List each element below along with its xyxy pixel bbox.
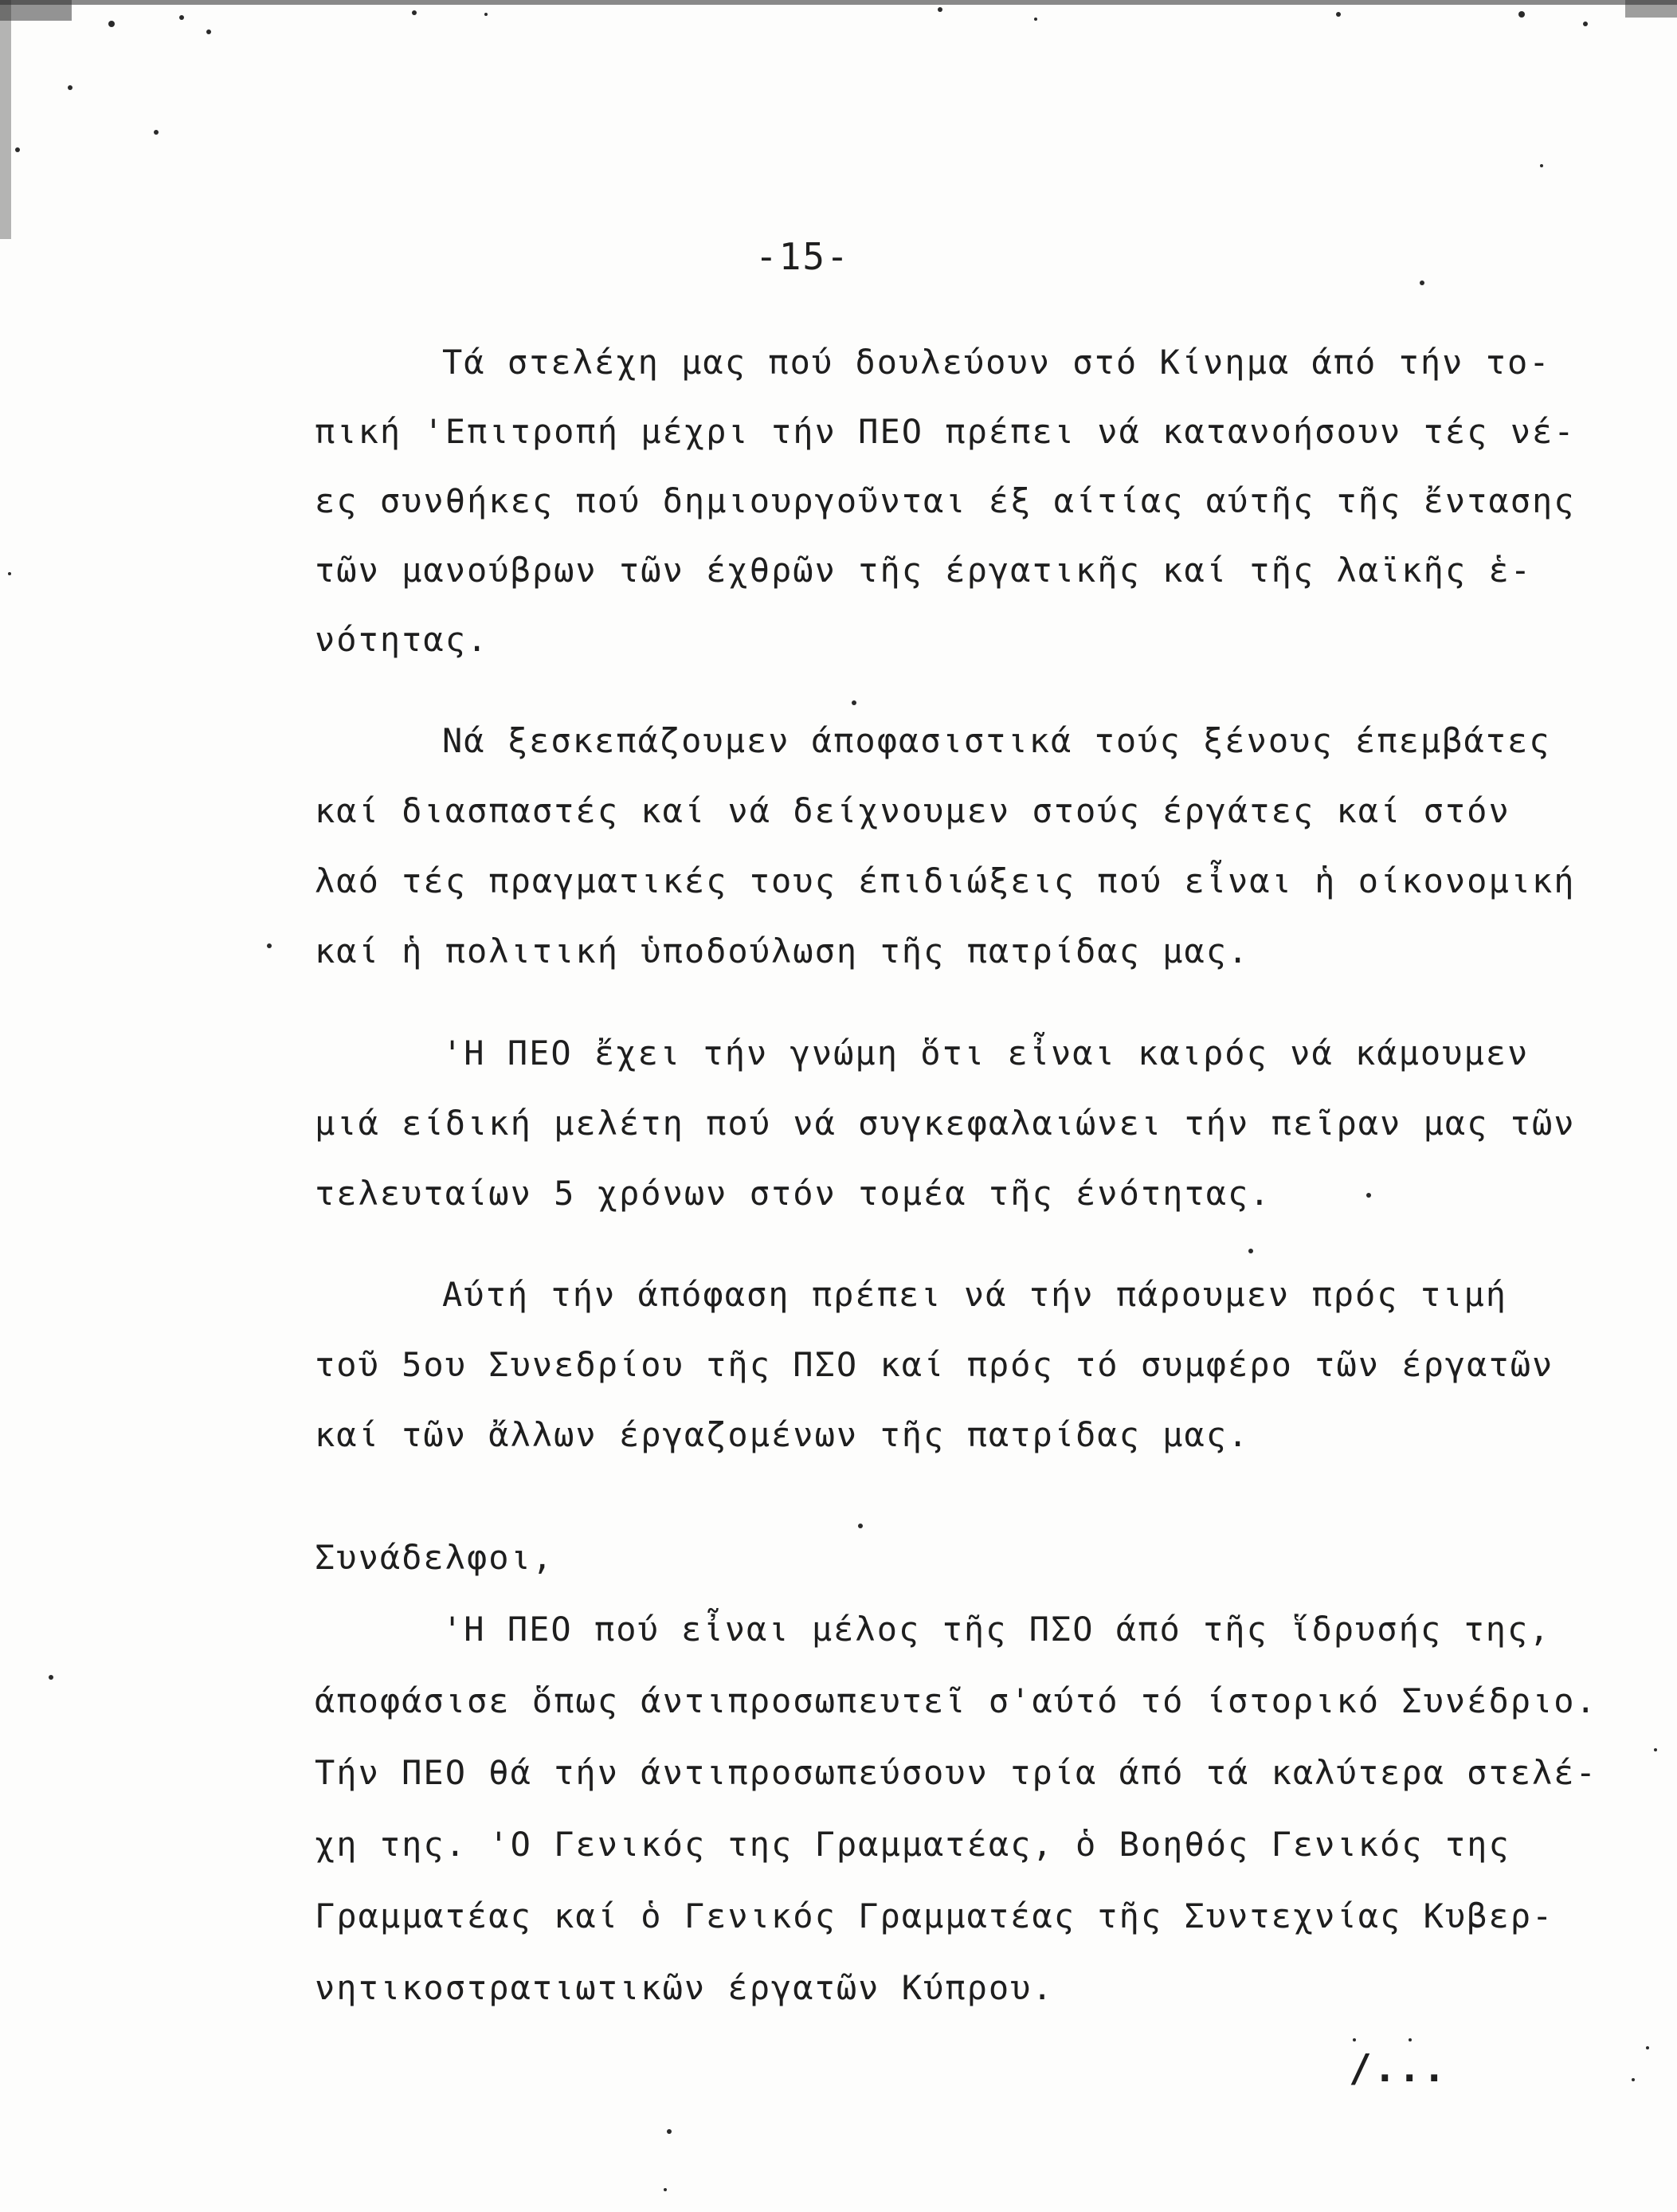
text-line: ες συνθήκες πού δημιουργοῦνται έξ αίτίας αύτῆς τῆς ἔντασης bbox=[315, 481, 1576, 520]
text-line: καί τῶν ἄλλων έργαζομένων τῆς πατρίδας μας. bbox=[315, 1415, 1250, 1454]
text-line: νότητας. bbox=[315, 620, 489, 659]
page-number: -15- bbox=[755, 235, 850, 278]
text-line: 'Η ΠΕΟ πού εἶναι μέλος τῆς ΠΣΟ άπό τῆς ἵδρυσής της, bbox=[442, 1610, 1551, 1649]
text-line: Αύτή τήν άπόφαση πρέπει νά τήν πάρουμεν πρός τιμή bbox=[442, 1275, 1508, 1314]
text-line: τῶν μανούβρων τῶν έχθρῶν τῆς έργατικῆς καί τῆς λαϊκῆς ἑ- bbox=[315, 551, 1533, 590]
text-line: λαό τές πραγματικές τους έπιδιώξεις πού εἶναι ἡ οίκονομική bbox=[315, 861, 1576, 900]
text-line: Τά στελέχη μας πού δουλεύουν στό Κίνημα άπό τήν το- bbox=[442, 343, 1551, 382]
text-line: Νά ξεσκεπάζουμεν άποφασιστικά τούς ξένους έπεμβάτες bbox=[442, 721, 1551, 760]
salutation: Συνάδελφοι, bbox=[315, 1538, 554, 1577]
text-line: τελευταίων 5 χρόνων στόν τομέα τῆς ένότητας. bbox=[315, 1174, 1271, 1213]
text-line: τοῦ 5ου Συνεδρίου τῆς ΠΣΟ καί πρός τό συμφέρο τῶν έργατῶν bbox=[315, 1345, 1554, 1384]
text-line: μιά είδική μελέτη πού νά συγκεφαλαιώνει τήν πεῖραν μας τῶν bbox=[315, 1104, 1576, 1143]
text-line: Τήν ΠΕΟ θά τήν άντιπροσωπεύσουν τρία άπό τά καλύτερα στελέ- bbox=[315, 1753, 1597, 1792]
text-line: καί ἡ πολιτική ὑποδούλωση τῆς πατρίδας μας. bbox=[315, 931, 1250, 971]
text-line: άποφάσισε ὅπως άντιπροσωπευτεῖ σ'αύτό τό ίστορικό Συνέδριο. bbox=[315, 1681, 1597, 1720]
text-line: καί διασπαστές καί νά δείχνουμεν στούς έργάτες καί στόν bbox=[315, 791, 1510, 830]
text-line: πική 'Επιτροπή μέχρι τήν ΠΕΟ πρέπει νά κατανοήσουν τές νέ- bbox=[315, 412, 1576, 451]
text-line: νητικοστρατιωτικῶν έργατῶν Κύπρου. bbox=[315, 1968, 1054, 2007]
continuation-mark: /... bbox=[1349, 2046, 1448, 2091]
text-line: Γραμματέας καί ὁ Γενικός Γραμματέας τῆς Συντεχνίας Κυβερ- bbox=[315, 1896, 1554, 1936]
text-line: 'Η ΠΕΟ ἔχει τήν γνώμη ὅτι εἶναι καιρός νά κάμουμεν bbox=[442, 1033, 1530, 1073]
text-line: χη της. 'Ο Γενικός της Γραμματέας, ὁ Βοηθός Γενικός της bbox=[315, 1825, 1510, 1864]
